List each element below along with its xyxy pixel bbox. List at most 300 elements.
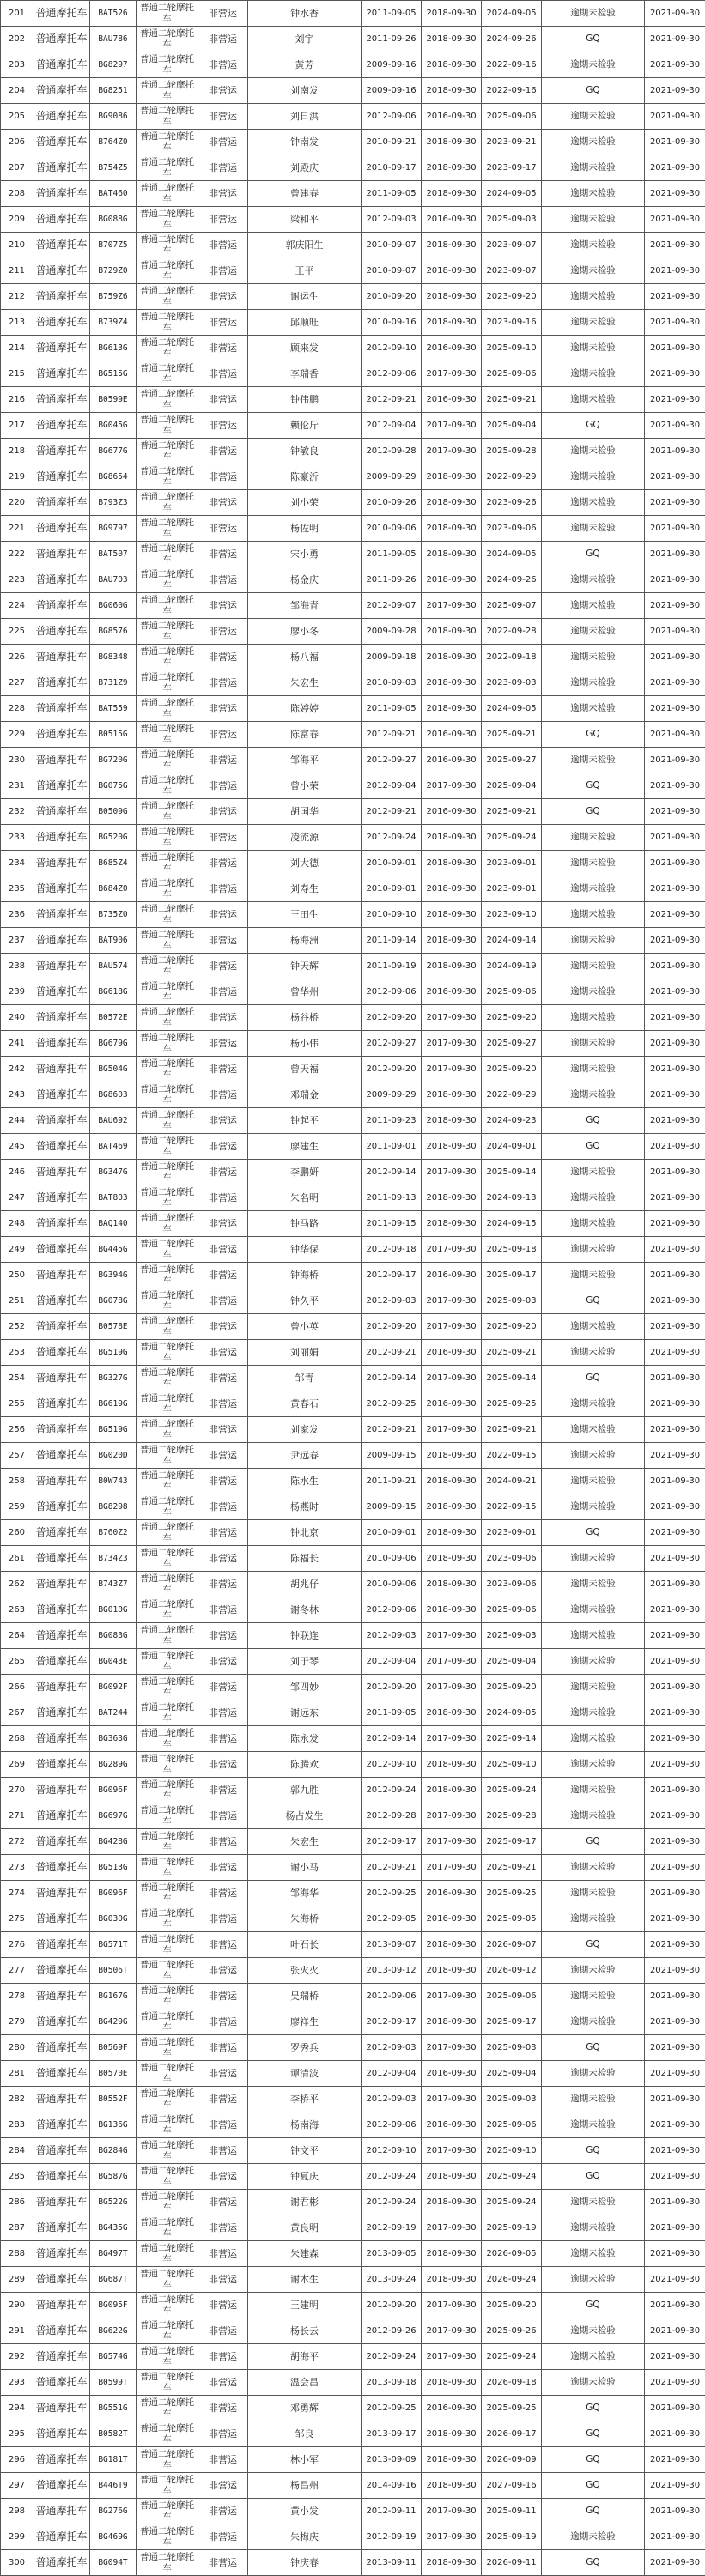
vehicle-model: 普通二轮摩托车 [137,1082,198,1108]
row-number: 244 [1,1108,33,1134]
vehicle-model: 普通二轮摩托车 [137,1649,198,1675]
table-body [1,1,705,2576]
inspection-status: 逾期未检验 [542,2061,645,2087]
registration-date: 2012-09-14 [362,1726,422,1752]
inspection-status: 逾期未检验 [542,1803,645,1829]
plate-number: BG428G [90,1829,137,1855]
plate-number: B760Z2 [90,1520,137,1546]
inspection-date: 2018-09-30 [422,130,482,155]
row-number: 206 [1,130,33,155]
inspection-date: 2016-09-30 [422,1906,482,1932]
owner-name: 邓瑞金 [248,1082,362,1108]
vehicle-model: 普通二轮摩托车 [137,1984,198,2009]
inspection-date: 2017-09-30 [422,1366,482,1391]
scrap-date: 2025-09-03 [482,1288,542,1314]
owner-name: 邹海华 [248,1881,362,1906]
owner-name: 谢君彬 [248,2190,362,2215]
scrap-date: 2025-09-24 [482,2164,542,2190]
vehicle-type: 普通摩托车 [33,1778,90,1803]
due-date: 2021-09-30 [645,2499,705,2524]
vehicle-model: 普通二轮摩托车 [137,233,198,258]
row-number: 232 [1,799,33,825]
usage-nature: 非营运 [198,1160,248,1185]
table-row [1,670,705,696]
table-row [1,2293,705,2318]
usage-nature: 非营运 [198,1803,248,1829]
usage-nature: 非营运 [198,78,248,104]
usage-nature: 非营运 [198,1082,248,1108]
vehicle-model: 普通二轮摩托车 [137,1778,198,1803]
usage-nature: 非营运 [198,1520,248,1546]
table-row [1,2035,705,2061]
plate-number: BG394G [90,1263,137,1288]
registration-date: 2010-09-26 [362,490,422,516]
owner-name: 黄春石 [248,1391,362,1417]
row-number: 217 [1,413,33,439]
owner-name: 尹远春 [248,1443,362,1469]
owner-name: 杨佐明 [248,516,362,542]
usage-nature: 非营运 [198,1237,248,1263]
vehicle-model: 普通二轮摩托车 [137,1160,198,1185]
usage-nature: 非营运 [198,2138,248,2164]
vehicle-type: 普通摩托车 [33,2061,90,2087]
inspection-date: 2017-09-30 [422,439,482,464]
due-date: 2021-09-30 [645,181,705,207]
row-number: 201 [1,1,33,27]
inspection-status: 逾期未检验 [542,207,645,233]
vehicle-type: 普通摩托车 [33,1211,90,1237]
plate-number: BG622G [90,2318,137,2344]
scrap-date: 2025-09-04 [482,1649,542,1675]
vehicle-model: 普通二轮摩托车 [137,387,198,413]
vehicle-model: 普通二轮摩托车 [137,1134,198,1160]
owner-name: 刘南发 [248,78,362,104]
table-row [1,2009,705,2035]
row-number: 204 [1,78,33,104]
vehicle-model: 普通二轮摩托车 [137,593,198,619]
usage-nature: 非营运 [198,1185,248,1211]
table-row [1,1160,705,1185]
table-row [1,2087,705,2112]
inspection-status: 逾期未检验 [542,567,645,593]
usage-nature: 非营运 [198,2447,248,2473]
plate-number: B446T9 [90,2473,137,2499]
owner-name: 钟伟鹏 [248,387,362,413]
usage-nature: 非营运 [198,258,248,284]
usage-nature: 非营运 [198,1263,248,1288]
table-row [1,2499,705,2524]
vehicle-model: 普通二轮摩托车 [137,1314,198,1340]
row-number: 269 [1,1752,33,1778]
usage-nature: 非营运 [198,1031,248,1057]
vehicle-model: 普通二轮摩托车 [137,413,198,439]
scrap-date: 2025-09-21 [482,1417,542,1443]
scrap-date: 2025-09-20 [482,2293,542,2318]
inspection-status: 逾期未检验 [542,130,645,155]
row-number: 274 [1,1881,33,1906]
inspection-status: GQ [542,1829,645,1855]
table-row [1,1366,705,1391]
vehicle-model: 普通二轮摩托车 [137,1700,198,1726]
vehicle-model: 普通二轮摩托车 [137,181,198,207]
scrap-date: 2024-09-15 [482,1211,542,1237]
inspection-status: GQ [542,722,645,748]
vehicle-model: 普通二轮摩托车 [137,1855,198,1881]
usage-nature: 非营运 [198,2215,248,2241]
registration-date: 2012-09-28 [362,1803,422,1829]
scrap-date: 2025-09-03 [482,1623,542,1649]
plate-number: B0515G [90,722,137,748]
vehicle-model: 普通二轮摩托车 [137,696,198,722]
row-number: 214 [1,336,33,361]
table-row [1,207,705,233]
inspection-status: 逾期未检验 [542,1031,645,1057]
table-row [1,928,705,954]
owner-name: 谢远东 [248,1700,362,1726]
vehicle-model: 普通二轮摩托车 [137,2550,198,2576]
row-number: 264 [1,1623,33,1649]
usage-nature: 非营运 [198,1649,248,1675]
vehicle-type: 普通摩托车 [33,1005,90,1031]
table-row [1,2241,705,2267]
row-number: 208 [1,181,33,207]
vehicle-model: 普通二轮摩托车 [137,155,198,181]
inspection-status: 逾期未检验 [542,1211,645,1237]
inspection-status: 逾期未检验 [542,1623,645,1649]
usage-nature: 非营运 [198,670,248,696]
row-number: 248 [1,1211,33,1237]
table-row [1,954,705,979]
owner-name: 杨谷桥 [248,1005,362,1031]
plate-number: BG679G [90,1031,137,1057]
row-number: 260 [1,1520,33,1546]
registration-date: 2010-09-01 [362,851,422,876]
usage-nature: 非营运 [198,104,248,130]
plate-number: BG8297 [90,52,137,78]
inspection-date: 2018-09-30 [422,258,482,284]
vehicle-type: 普通摩托车 [33,567,90,593]
vehicle-type: 普通摩托车 [33,851,90,876]
registration-date: 2013-09-12 [362,1958,422,1984]
registration-date: 2011-09-05 [362,181,422,207]
vehicle-type: 普通摩托车 [33,1752,90,1778]
vehicle-type: 普通摩托车 [33,1443,90,1469]
owner-name: 钟敏良 [248,439,362,464]
row-number: 231 [1,773,33,799]
inspection-date: 2018-09-30 [422,2164,482,2190]
usage-nature: 非营运 [198,1494,248,1520]
scrap-date: 2023-09-21 [482,130,542,155]
owner-name: 王平 [248,258,362,284]
vehicle-model: 普通二轮摩托车 [137,130,198,155]
plate-number: BG347G [90,1160,137,1185]
registration-date: 2012-09-06 [362,361,422,387]
vehicle-type: 普通摩托车 [33,2112,90,2138]
registration-date: 2012-09-20 [362,1675,422,1700]
due-date: 2021-09-30 [645,2241,705,2267]
plate-number: B0570E [90,2061,137,2087]
scrap-date: 2025-09-20 [482,1314,542,1340]
owner-name: 胡兆仔 [248,1572,362,1597]
inspection-date: 2017-09-30 [422,2293,482,2318]
scrap-date: 2025-09-28 [482,439,542,464]
due-date: 2021-09-30 [645,2396,705,2421]
inspection-status: 逾期未检验 [542,258,645,284]
usage-nature: 非营运 [198,1546,248,1572]
inspection-date: 2018-09-30 [422,181,482,207]
registration-date: 2012-09-04 [362,2061,422,2087]
vehicle-model: 普通二轮摩托车 [137,2138,198,2164]
row-number: 250 [1,1263,33,1288]
scrap-date: 2025-09-20 [482,1005,542,1031]
due-date: 2021-09-30 [645,1906,705,1932]
registration-date: 2012-09-06 [362,2112,422,2138]
plate-number: BG435G [90,2215,137,2241]
due-date: 2021-09-30 [645,2447,705,2473]
row-number: 235 [1,876,33,902]
row-number: 275 [1,1906,33,1932]
registration-date: 2012-09-24 [362,825,422,851]
scrap-date: 2025-09-03 [482,207,542,233]
row-number: 285 [1,2164,33,2190]
registration-date: 2010-09-17 [362,155,422,181]
registration-date: 2012-09-28 [362,439,422,464]
plate-number: BG8603 [90,1082,137,1108]
owner-name: 温会昌 [248,2370,362,2396]
due-date: 2021-09-30 [645,928,705,954]
vehicle-model: 普通二轮摩托车 [137,1829,198,1855]
inspection-status: 逾期未检验 [542,1263,645,1288]
inspection-status: 逾期未检验 [542,181,645,207]
scrap-date: 2025-09-11 [482,2499,542,2524]
usage-nature: 非营运 [198,1340,248,1366]
plate-number: B0509G [90,799,137,825]
vehicle-model: 普通二轮摩托车 [137,825,198,851]
vehicle-model: 普通二轮摩托车 [137,2447,198,2473]
usage-nature: 非营运 [198,567,248,593]
owner-name: 谢冬林 [248,1597,362,1623]
inspection-date: 2016-09-30 [422,2061,482,2087]
plate-number: BAT244 [90,1700,137,1726]
table-row [1,104,705,130]
inspection-status: 逾期未检验 [542,1082,645,1108]
vehicle-type: 普通摩托车 [33,233,90,258]
vehicle-model: 普通二轮摩托车 [137,954,198,979]
table-row [1,1391,705,1417]
plate-number: B0552F [90,2087,137,2112]
due-date: 2021-09-30 [645,2087,705,2112]
row-number: 280 [1,2035,33,2061]
due-date: 2021-09-30 [645,1752,705,1778]
inspection-date: 2018-09-30 [422,1572,482,1597]
registration-date: 2012-09-21 [362,1855,422,1881]
table-row [1,1469,705,1494]
usage-nature: 非营运 [198,1984,248,2009]
inspection-status: GQ [542,2421,645,2447]
registration-date: 2011-09-01 [362,1134,422,1160]
plate-number: B764Z0 [90,130,137,155]
vehicle-type: 普通摩托车 [33,52,90,78]
usage-nature: 非营运 [198,722,248,748]
row-number: 261 [1,1546,33,1572]
owner-name: 刘家发 [248,1417,362,1443]
vehicle-model: 普通二轮摩托车 [137,361,198,387]
vehicle-type: 普通摩托车 [33,645,90,670]
vehicle-model: 普通二轮摩托车 [137,1906,198,1932]
row-number: 253 [1,1340,33,1366]
owner-name: 刘殿庆 [248,155,362,181]
inspection-date: 2018-09-30 [422,542,482,567]
row-number: 283 [1,2112,33,2138]
table-row [1,1494,705,1520]
due-date: 2021-09-30 [645,1778,705,1803]
inspection-date: 2018-09-30 [422,2267,482,2293]
plate-number: BG469G [90,2524,137,2550]
scrap-date: 2026-09-12 [482,1958,542,1984]
inspection-status: 逾期未检验 [542,284,645,310]
row-number: 229 [1,722,33,748]
registration-date: 2011-09-19 [362,954,422,979]
vehicle-type: 普通摩托车 [33,1340,90,1366]
inspection-status: 逾期未检验 [542,2524,645,2550]
row-number: 228 [1,696,33,722]
plate-number: B685Z4 [90,851,137,876]
plate-number: BG363G [90,1726,137,1752]
inspection-date: 2016-09-30 [422,2112,482,2138]
inspection-status: 逾期未检验 [542,1572,645,1597]
due-date: 2021-09-30 [645,1185,705,1211]
plate-number: BG094T [90,2550,137,2576]
registration-date: 2009-09-28 [362,619,422,645]
due-date: 2021-09-30 [645,1134,705,1160]
vehicle-model: 普通二轮摩托车 [137,207,198,233]
inspection-date: 2017-09-30 [422,1829,482,1855]
vehicle-type: 普通摩托车 [33,1237,90,1263]
row-number: 252 [1,1314,33,1340]
owner-name: 杨燕时 [248,1494,362,1520]
inspection-date: 2018-09-30 [422,1958,482,1984]
registration-date: 2012-09-06 [362,979,422,1005]
row-number: 297 [1,2473,33,2499]
due-date: 2021-09-30 [645,2112,705,2138]
inspection-date: 2017-09-30 [422,1031,482,1057]
row-number: 247 [1,1185,33,1211]
due-date: 2021-09-30 [645,1881,705,1906]
row-number: 282 [1,2087,33,2112]
scrap-date: 2024-09-26 [482,27,542,52]
scrap-date: 2025-09-03 [482,2035,542,2061]
vehicle-type: 普通摩托车 [33,516,90,542]
inspection-status: 逾期未检验 [542,1185,645,1211]
vehicle-type: 普通摩托车 [33,1597,90,1623]
due-date: 2021-09-30 [645,1211,705,1237]
inspection-date: 2017-09-30 [422,2499,482,2524]
due-date: 2021-09-30 [645,2293,705,2318]
table-row [1,1984,705,2009]
vehicle-type: 普通摩托车 [33,387,90,413]
scrap-date: 2025-09-25 [482,2396,542,2421]
due-date: 2021-09-30 [645,1855,705,1881]
usage-nature: 非营运 [198,130,248,155]
registration-date: 2012-09-03 [362,1288,422,1314]
scrap-date: 2025-09-21 [482,722,542,748]
inspection-date: 2017-09-30 [422,1314,482,1340]
vehicle-model: 普通二轮摩托车 [137,310,198,336]
vehicle-model: 普通二轮摩托车 [137,2293,198,2318]
plate-number: BAT526 [90,1,137,27]
owner-name: 谢小马 [248,1855,362,1881]
vehicle-type: 普通摩托车 [33,207,90,233]
registration-date: 2011-09-05 [362,696,422,722]
owner-name: 谢运生 [248,284,362,310]
due-date: 2021-09-30 [645,2164,705,2190]
inspection-date: 2017-09-30 [422,1726,482,1752]
inspection-date: 2018-09-30 [422,1,482,27]
usage-nature: 非营运 [198,773,248,799]
inspection-date: 2017-09-30 [422,773,482,799]
due-date: 2021-09-30 [645,1958,705,1984]
plate-number: B0W743 [90,1469,137,1494]
vehicle-type: 普通摩托车 [33,2473,90,2499]
vehicle-model: 普通二轮摩托车 [137,104,198,130]
due-date: 2021-09-30 [645,1031,705,1057]
usage-nature: 非营运 [198,336,248,361]
usage-nature: 非营运 [198,902,248,928]
due-date: 2021-09-30 [645,1391,705,1417]
vehicle-model: 普通二轮摩托车 [137,2473,198,2499]
due-date: 2021-09-30 [645,1984,705,2009]
registration-date: 2009-09-29 [362,1082,422,1108]
table-row [1,2061,705,2087]
inspection-date: 2018-09-30 [422,155,482,181]
inspection-status: GQ [542,27,645,52]
row-number: 267 [1,1700,33,1726]
usage-nature: 非营运 [198,155,248,181]
vehicle-type: 普通摩托车 [33,2344,90,2370]
inspection-status: 逾期未检验 [542,1057,645,1082]
registration-date: 2012-09-25 [362,1881,422,1906]
row-number: 257 [1,1443,33,1469]
table-row [1,1932,705,1958]
scrap-date: 2025-09-07 [482,593,542,619]
vehicle-type: 普通摩托车 [33,773,90,799]
table-row [1,542,705,567]
inspection-status: 逾期未检验 [542,2009,645,2035]
due-date: 2021-09-30 [645,670,705,696]
owner-name: 胡国华 [248,799,362,825]
owner-name: 廖祥生 [248,2009,362,2035]
table-row [1,1108,705,1134]
scrap-date: 2024-09-05 [482,1700,542,1726]
vehicle-type: 普通摩托车 [33,2524,90,2550]
table-row [1,876,705,902]
row-number: 205 [1,104,33,130]
row-number: 272 [1,1829,33,1855]
owner-name: 林小军 [248,2447,362,2473]
table-row [1,27,705,52]
inspection-date: 2017-09-30 [422,1417,482,1443]
inspection-date: 2018-09-30 [422,1597,482,1623]
inspection-date: 2018-09-30 [422,1211,482,1237]
inspection-date: 2018-09-30 [422,2241,482,2267]
vehicle-type: 普通摩托车 [33,1469,90,1494]
due-date: 2021-09-30 [645,1288,705,1314]
table-row [1,1082,705,1108]
inspection-date: 2017-09-30 [422,593,482,619]
usage-nature: 非营运 [198,876,248,902]
due-date: 2021-09-30 [645,696,705,722]
due-date: 2021-09-30 [645,748,705,773]
